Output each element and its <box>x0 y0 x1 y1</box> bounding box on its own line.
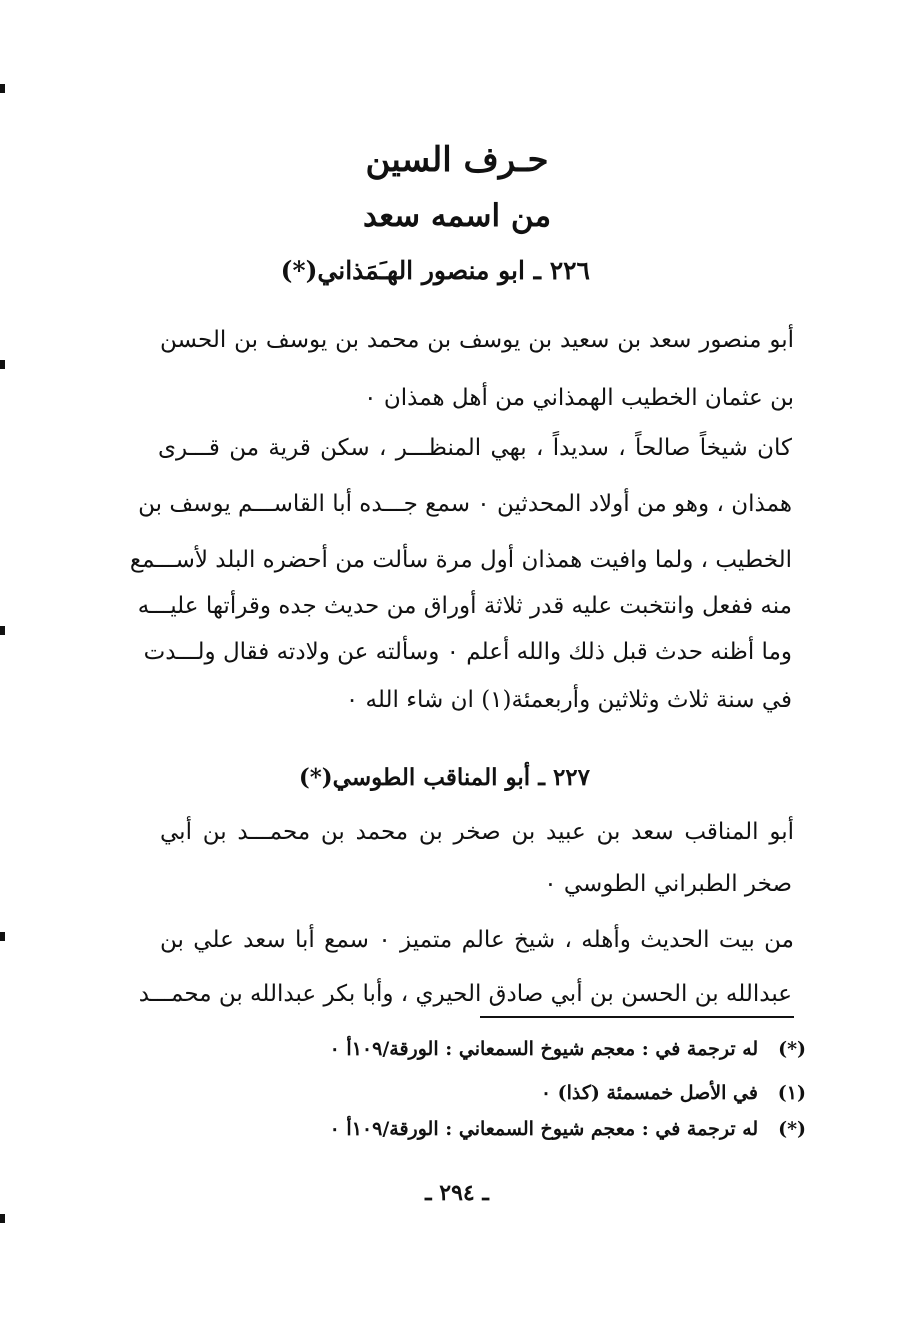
paragraph-line: أبو المناقب سعد بن عبيد بن صخر بن محمد بن محمـــد بن أبي <box>160 819 794 845</box>
footnote-text: في الأصل خمسمئة (كذا) ٠ <box>540 1082 758 1104</box>
paragraph-line: بن عثمان الخطيب الهمذاني من أهل همذان ٠ <box>364 385 794 411</box>
paragraph-line: الخطيب ، ولما وافيت همذان أول مرة سألت من أحضره البلد لأســـمع <box>129 547 792 573</box>
entry-title-227: ٢٢٧ ـ أبو المناقب الطوسي(*) <box>298 764 590 791</box>
entry-title-226: ٢٢٦ ـ ابو منصور الهـَمَذاني(*) <box>280 256 590 285</box>
paragraph-line: في سنة ثلاث وثلاثين وأربعمئة(١) ان شاء الله ٠ <box>345 687 792 713</box>
paragraph-line: همذان ، وهو من أولاد المحدثين ٠ سمع جـــده أبا القاســـم يوسف بن <box>138 491 792 517</box>
footnote <box>106 1118 806 1140</box>
paragraph-line: من بيت الحديث وأهله ، شيخ عالم متميز ٠ سمع أبا سعد علي بن <box>160 927 794 953</box>
chapter-heading: حـرف السين <box>365 140 549 180</box>
margin-mark <box>0 932 5 941</box>
footnote-marker: (*) <box>778 1118 806 1140</box>
margin-mark <box>0 1214 5 1223</box>
paragraph-line: منه ففعل وانتخبت عليه قدر ثلاثة أوراق من حديث جده وقرأتها عليـــه <box>137 593 792 619</box>
margin-mark <box>0 84 5 93</box>
paragraph-line: عبدالله بن الحسن بن أبي صادق الحيري ، وأبا بكر عبدالله بن محمـــد <box>138 981 792 1007</box>
paragraph-line: صخر الطبراني الطوسي ٠ <box>544 871 792 897</box>
margin-mark <box>0 626 5 635</box>
footnote-divider <box>480 1016 794 1018</box>
footnote <box>106 1082 806 1104</box>
subchapter-heading: من اسمه سعد <box>362 198 552 234</box>
paragraph-line: أبو منصور سعد بن سعيد بن يوسف بن محمد بن يوسف بن الحسن <box>160 327 794 353</box>
footnote <box>106 1038 806 1060</box>
footnote-marker: (*) <box>778 1038 806 1060</box>
paragraph-line: كان شيخاً صالحاً ، سديداً ، بهي المنظـــر ، سكن قرية من قـــرى <box>158 435 792 461</box>
margin-mark <box>0 360 5 369</box>
page-number: ـ ٢٩٤ ـ <box>425 1180 489 1206</box>
footnote-text: له ترجمة في : معجم شيوخ السمعاني : الورقة/١٠٩أ ٠ <box>329 1038 759 1060</box>
footnote-marker: (١) <box>777 1082 806 1104</box>
footnote-text: له ترجمة في : معجم شيوخ السمعاني : الورقة/١٠٩أ ٠ <box>329 1118 759 1140</box>
paragraph-line: وما أظنه حدث قبل ذلك والله أعلم ٠ وسألته عن ولادته فقال ولـــدت <box>143 639 792 665</box>
